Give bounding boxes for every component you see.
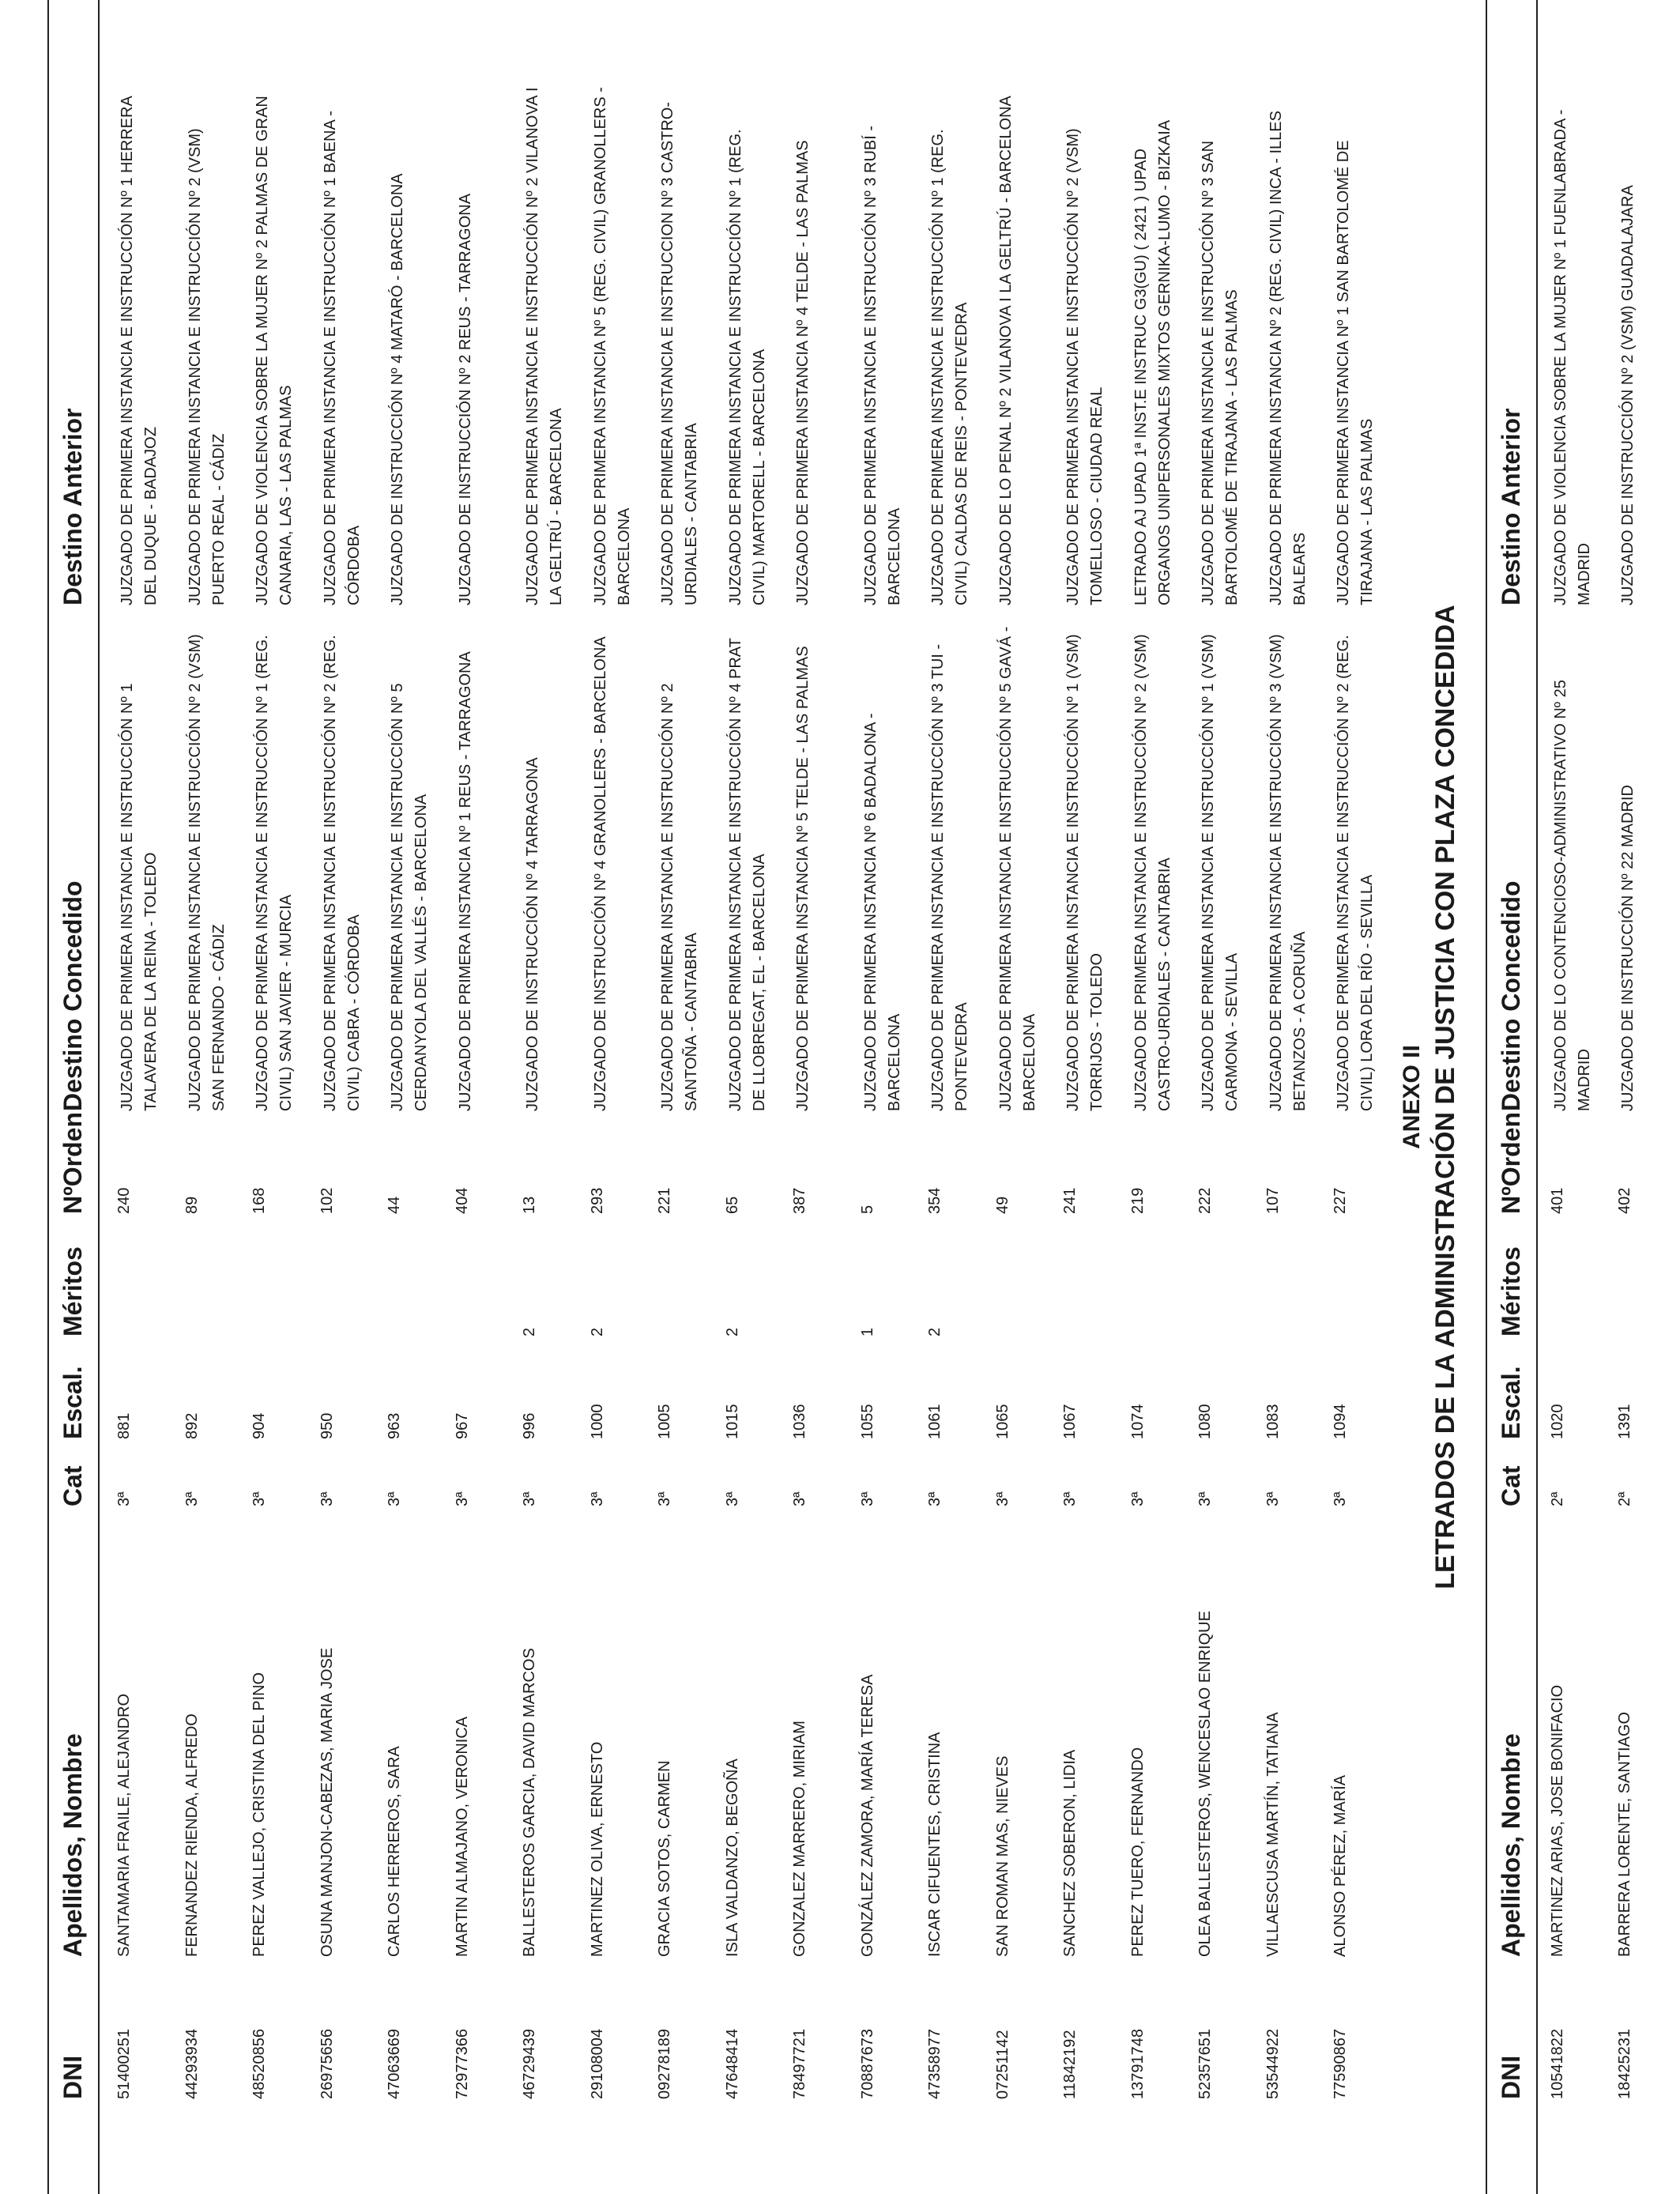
- table-row: [521, 0, 584, 2194]
- cell-meritos: 1: [858, 1327, 876, 1336]
- column-header-anterior: Destino Anterior: [1497, 408, 1525, 605]
- cell-nombre: SAN ROMAN MAS, NIEVES: [993, 1755, 1011, 1957]
- cell-cat: 3ª: [1196, 1491, 1214, 1506]
- column-header-orden: NºOrden: [58, 1111, 87, 1214]
- cell-concedido: JUZGADO DE PRIMERA INSTANCIA Nº 5 TELDE - LAS PALMAS: [794, 646, 812, 1111]
- table-row: [724, 0, 787, 2194]
- cell-concedido: JUZGADO DE PRIMERA INSTANCIA E INSTRUCCIÓN Nº 3 (VSM) BETANZOS - A CORUÑA: [1267, 634, 1309, 1111]
- cell-escal: 1067: [1061, 1404, 1079, 1439]
- cell-orden: 227: [1332, 1187, 1349, 1214]
- cell-anterior: JUZGADO DE PRIMERA INSTANCIA E INSTRUCCIÓN Nº 1 HERRERA DEL DUQUE - BADAJOZ: [119, 96, 160, 605]
- cell-escal: 1000: [588, 1404, 606, 1439]
- cell-dni: 72977366: [453, 2029, 471, 2099]
- cell-cat: 3ª: [386, 1491, 403, 1506]
- table-row: [1616, 0, 1679, 2194]
- cell-escal: 950: [318, 1412, 336, 1439]
- cell-nombre: FERNANDEZ RIENDA, ALFREDO: [183, 1713, 201, 1957]
- cell-dni: 18425231: [1616, 2029, 1633, 2099]
- cell-anterior: JUZGADO DE PRIMERA INSTANCIA E INSTRUCCIÓN Nº 1 (REG. CIVIL) CALDAS DE REIS - PONTEVEDRA: [929, 129, 970, 605]
- column-header-meritos: Méritos: [58, 1246, 87, 1336]
- cell-dni: 13791748: [1128, 2029, 1147, 2099]
- cell-meritos: 2: [926, 1327, 944, 1336]
- cell-nombre: VILLAESCUSA MARTÍN, TATIANA: [1264, 1712, 1282, 1957]
- cell-nombre: GONZALEZ MARRERO, MIRIAM: [791, 1721, 808, 1957]
- cell-nombre: MARTINEZ OLIVA, ERNESTO: [588, 1741, 606, 1957]
- cell-orden: 65: [723, 1196, 741, 1214]
- cell-cat: 3ª: [858, 1491, 876, 1506]
- cell-dni: 78497721: [791, 2029, 808, 2099]
- table-row: [183, 0, 247, 2194]
- table-row: [859, 0, 922, 2194]
- cell-cat: 3ª: [993, 1491, 1011, 1506]
- cell-anterior: JUZGADO DE PRIMERA INSTANCIA E INSTRUCCIÓN Nº 1 BAENA - CÓRDOBA: [321, 111, 363, 605]
- cell-concedido: JUZGADO DE PRIMERA INSTANCIA E INSTRUCCIÓN Nº 2 (REG. CIVIL) CABRA - CÓRDOBA: [321, 635, 363, 1111]
- table-row: [1196, 0, 1260, 2194]
- table-row: [454, 0, 517, 2194]
- cell-nombre: BALLESTEROS GARCIA, DAVID MARCOS: [521, 1648, 538, 1957]
- cell-concedido: JUZGADO DE LO CONTENCIOSO-ADMINISTRATIVO Nº 25 MADRID: [1552, 680, 1593, 1111]
- cell-cat: 3ª: [723, 1491, 741, 1506]
- cell-nombre: MARTIN ALMAJANO, VERONICA: [453, 1716, 471, 1957]
- column-header-cat: Cat: [1497, 1465, 1525, 1506]
- cell-nombre: PEREZ VALLEJO, CRISTINA DEL PINO: [250, 1672, 268, 1957]
- cell-cat: 2ª: [1549, 1491, 1566, 1506]
- cell-escal: 1061: [926, 1404, 944, 1439]
- cell-cat: 3ª: [588, 1491, 606, 1506]
- cell-anterior: JUZGADO DE PRIMERA INSTANCIA E INSTRUCCION Nº 3 CASTRO-URDIALES - CANTABRIA: [659, 101, 700, 605]
- cell-escal: 1005: [656, 1404, 673, 1439]
- column-header-cat: Cat: [58, 1465, 87, 1506]
- cell-cat: 3ª: [1264, 1491, 1282, 1506]
- cell-meritos: 2: [521, 1327, 538, 1336]
- cell-escal: 967: [453, 1412, 471, 1439]
- cell-dni: 29108004: [588, 2029, 606, 2099]
- table-row: [1332, 0, 1395, 2194]
- cell-cat: 3ª: [183, 1491, 201, 1506]
- cell-escal: 892: [183, 1412, 201, 1439]
- cell-cat: 3ª: [521, 1491, 538, 1506]
- cell-escal: 904: [250, 1412, 268, 1439]
- cell-cat: 3ª: [1061, 1491, 1079, 1506]
- cell-escal: 1015: [723, 1404, 741, 1439]
- table-row: [386, 0, 449, 2194]
- cell-meritos: 2: [723, 1327, 741, 1336]
- cell-orden: 44: [386, 1196, 403, 1214]
- cell-nombre: OLEA BALLESTEROS, WENCESLAO ENRIQUE: [1196, 1611, 1214, 1957]
- cell-concedido: JUZGADO DE PRIMERA INSTANCIA E INSTRUCCIÓN Nº 2 (REG. CIVIL) LORA DEL RÍO - SEVILLA: [1335, 635, 1376, 1111]
- column-header-anterior: Destino Anterior: [58, 408, 87, 605]
- cell-dni: 70887673: [858, 2029, 876, 2099]
- cell-concedido: JUZGADO DE INSTRUCCIÓN Nº 22 MADRID: [1619, 785, 1637, 1111]
- cell-cat: 3ª: [115, 1491, 133, 1506]
- cell-concedido: JUZGADO DE PRIMERA INSTANCIA E INSTRUCCIÓN Nº 2 SANTOÑA - CANTABRIA: [659, 683, 700, 1111]
- cell-escal: 1020: [1549, 1404, 1566, 1439]
- cell-escal: 996: [521, 1412, 538, 1439]
- cell-nombre: ISCAR CIFUENTES, CRISTINA: [926, 1732, 944, 1957]
- annex-ii-title: ANEXO II: [1399, 1045, 1425, 1149]
- cell-anterior: JUZGADO DE VIOLENCIA SOBRE LA MUJER Nº 1 FUENLABRADA - MADRID: [1552, 109, 1593, 605]
- cell-orden: 13: [521, 1196, 538, 1214]
- cell-concedido: JUZGADO DE PRIMERA INSTANCIA E INSTRUCCIÓN Nº 5 GAVÁ - BARCELONA: [996, 626, 1038, 1111]
- cell-orden: 168: [250, 1187, 268, 1214]
- cell-dni: 07251142: [993, 2030, 1011, 2099]
- cell-concedido: JUZGADO DE PRIMERA INSTANCIA E INSTRUCCIÓN Nº 2 (VSM) SAN FERNANDO - CÁDIZ: [186, 634, 228, 1111]
- cell-concedido: JUZGADO DE PRIMERA INSTANCIA E INSTRUCCIÓN Nº 3 TUI - PONTEVEDRA: [929, 643, 970, 1111]
- cell-anterior: JUZGADO DE INSTRUCCIÓN Nº 4 MATARÓ - BARCELONA: [389, 173, 406, 605]
- table-row: [1549, 0, 1612, 2194]
- column-header-dni: DNI: [58, 2055, 87, 2099]
- cell-nombre: SANTAMARIA FRAILE, ALEJANDRO: [115, 1693, 133, 1957]
- cell-orden: 49: [993, 1196, 1011, 1214]
- cell-meritos: 2: [588, 1327, 606, 1336]
- cell-cat: 2ª: [1616, 1491, 1633, 1506]
- cell-anterior: JUZGADO DE PRIMERA INSTANCIA Nº 5 (REG. CIVIL) GRANOLLERS - BARCELONA: [591, 87, 633, 605]
- cell-orden: 402: [1616, 1187, 1633, 1214]
- cell-concedido: JUZGADO DE PRIMERA INSTANCIA E INSTRUCCIÓN Nº 5 CERDANYOLA DEL VALLÉS - BARCELONA: [389, 683, 430, 1111]
- cell-orden: 89: [183, 1196, 201, 1214]
- column-header-escal: Escal.: [58, 1366, 87, 1439]
- cell-orden: 293: [588, 1187, 606, 1214]
- annex-ii-subtitle: LETRADOS DE LA ADMINISTRACIÓN DE JUSTICIA CON PLAZA CONCEDIDA: [1430, 605, 1460, 1589]
- cell-anterior: JUZGADO DE PRIMERA INSTANCIA E INSTRUCCIÓN Nº 2 (VSM) PUERTO REAL - CÁDIZ: [186, 128, 228, 605]
- table-row: [1061, 0, 1124, 2194]
- cell-escal: 881: [115, 1412, 133, 1439]
- cell-nombre: ALONSO PÉREZ, MARÍA: [1332, 1774, 1349, 1957]
- cell-cat: 3ª: [318, 1491, 336, 1506]
- cell-dni: 11842192: [1061, 2030, 1079, 2099]
- cell-concedido: JUZGADO DE PRIMERA INSTANCIA E INSTRUCCIÓN Nº 2 (VSM) CASTRO-URDIALES - CANTABRIA: [1132, 634, 1173, 1111]
- cell-concedido: JUZGADO DE PRIMERA INSTANCIA E INSTRUCCIÓN Nº 1 (VSM) CARMONA - SEVILLA: [1200, 634, 1241, 1111]
- cell-cat: 3ª: [791, 1491, 808, 1506]
- cell-dni: 26975656: [318, 2029, 336, 2099]
- table-row: [791, 0, 854, 2194]
- cell-orden: 241: [1061, 1187, 1079, 1214]
- table-header: [1486, 0, 1538, 2194]
- cell-anterior: JUZGADO DE PRIMERA INSTANCIA E INSTRUCCIÓN Nº 2 VILANOVA I LA GELTRÚ - BARCELONA: [524, 87, 565, 605]
- cell-nombre: MARTINEZ ARIAS, JOSE BONIFACIO: [1549, 1684, 1566, 1957]
- cell-escal: 1074: [1128, 1404, 1147, 1439]
- cell-dni: 47063669: [386, 2029, 403, 2099]
- cell-orden: 240: [115, 1187, 133, 1214]
- table-top-rule: [47, 0, 49, 2194]
- cell-dni: 44293934: [183, 2029, 201, 2099]
- cell-nombre: PEREZ TUERO, FERNANDO: [1128, 1747, 1147, 1957]
- cell-escal: 1065: [993, 1404, 1011, 1439]
- table-row: [926, 0, 989, 2194]
- column-header-concedido: Destino Concedido: [58, 880, 87, 1111]
- cell-escal: 1094: [1332, 1404, 1349, 1439]
- cell-cat: 3ª: [250, 1491, 268, 1506]
- cell-orden: 221: [656, 1187, 673, 1214]
- cell-anterior: JUZGADO DE PRIMERA INSTANCIA E INSTRUCCIÓN Nº 3 SAN BARTOLOMÉ DE TIRAJANA - LAS PALMAS: [1200, 140, 1241, 605]
- cell-escal: 1391: [1616, 1404, 1633, 1439]
- cell-dni: 09278189: [656, 2029, 673, 2099]
- column-header-nombre: Apellidos, Nombre: [58, 1733, 87, 1957]
- column-header-dni: DNI: [1497, 2055, 1525, 2099]
- table-header: [47, 0, 100, 2194]
- cell-escal: 1055: [858, 1404, 876, 1439]
- cell-orden: 404: [453, 1187, 471, 1214]
- cell-anterior: JUZGADO DE INSTRUCCIÓN Nº 2 (VSM) GUADALAJARA: [1619, 185, 1637, 605]
- column-header-meritos: Méritos: [1497, 1246, 1525, 1336]
- cell-orden: 102: [318, 1187, 336, 1214]
- cell-concedido: JUZGADO DE PRIMERA INSTANCIA E INSTRUCCIÓN Nº 4 PRAT DE LLOBREGAT, EL - BARCELONA: [726, 638, 768, 1111]
- cell-anterior: LETRADO AJ UPAD 1ª INST.E INSTRUC G3(GU) ( 2421 ) UPAD ORGANOS UNIPERSONALES MIXTOS GERNIKA-LUMO - BIZKAIA: [1132, 119, 1173, 605]
- cell-concedido: JUZGADO DE PRIMERA INSTANCIA E INSTRUCCIÓN Nº 1 (VSM) TORRIJOS - TOLEDO: [1064, 634, 1106, 1111]
- cell-orden: 354: [926, 1187, 944, 1214]
- cell-dni: 46729439: [521, 2029, 538, 2099]
- cell-dni: 53544922: [1264, 2029, 1282, 2099]
- cell-cat: 3ª: [926, 1491, 944, 1506]
- cell-nombre: GRACIA SOTOS, CARMEN: [656, 1760, 673, 1957]
- cell-nombre: BARRERA LORENTE, SANTIAGO: [1616, 1711, 1633, 1957]
- cell-concedido: JUZGADO DE PRIMERA INSTANCIA E INSTRUCCIÓN Nº 1 (REG. CIVIL) SAN JAVIER - MURCIA: [254, 635, 295, 1111]
- table-row: [994, 0, 1057, 2194]
- cell-anterior: JUZGADO DE PRIMERA INSTANCIA E INSTRUCCIÓN Nº 1 (REG. CIVIL) MARTORELL - BARCELONA: [726, 129, 768, 605]
- cell-orden: 5: [858, 1204, 876, 1214]
- table-row: [589, 0, 652, 2194]
- cell-concedido: JUZGADO DE PRIMERA INSTANCIA E INSTRUCCIÓN Nº 1 TALAVERA DE LA REINA - TOLEDO: [119, 683, 160, 1111]
- cell-nombre: ISLA VALDANZO, BEGOÑA: [723, 1759, 741, 1957]
- cell-dni: 48520856: [250, 2029, 268, 2099]
- cell-orden: 222: [1196, 1187, 1214, 1214]
- cell-cat: 3ª: [1332, 1491, 1349, 1506]
- cell-cat: 3ª: [656, 1491, 673, 1506]
- cell-orden: 401: [1549, 1187, 1566, 1214]
- cell-concedido: JUZGADO DE INSTRUCCIÓN Nº 4 GRANOLLERS - BARCELONA: [591, 636, 609, 1111]
- table-top-rule: [1486, 0, 1487, 2194]
- cell-anterior: JUZGADO DE PRIMERA INSTANCIA Nº 2 (REG. CIVIL) INCA - ILLES BALEARS: [1267, 111, 1309, 605]
- table-row: [250, 0, 314, 2194]
- cell-cat: 3ª: [453, 1491, 471, 1506]
- cell-anterior: JUZGADO DE VIOLENCIA SOBRE LA MUJER Nº 2 PALMAS DE GRAN CANARIA, LAS - LAS PALMAS: [254, 96, 295, 605]
- cell-orden: 107: [1264, 1187, 1282, 1214]
- column-header-nombre: Apellidos, Nombre: [1497, 1733, 1525, 1957]
- cell-dni: 47648414: [723, 2029, 741, 2099]
- table-row: [1264, 0, 1328, 2194]
- column-header-escal: Escal.: [1497, 1366, 1525, 1439]
- cell-anterior: JUZGADO DE PRIMERA INSTANCIA Nº 1 SAN BARTOLOMÉ DE TIRAJANA - LAS PALMAS: [1335, 140, 1376, 605]
- table-row: [318, 0, 382, 2194]
- cell-escal: 963: [386, 1412, 403, 1439]
- cell-anterior: JUZGADO DE INSTRUCCIÓN Nº 2 REUS - TARRAGONA: [456, 193, 474, 605]
- cell-orden: 219: [1128, 1187, 1147, 1214]
- cell-dni: 77590867: [1332, 2029, 1349, 2099]
- cell-cat: 3ª: [1128, 1491, 1147, 1506]
- table-row: [656, 0, 719, 2194]
- table-row: [115, 0, 179, 2194]
- cell-concedido: JUZGADO DE INSTRUCCIÓN Nº 4 TARRAGONA: [524, 757, 541, 1111]
- table-row: [1129, 0, 1192, 2194]
- cell-nombre: SANCHEZ SOBERON, LIDIA: [1061, 1749, 1079, 1957]
- cell-anterior: JUZGADO DE PRIMERA INSTANCIA Nº 4 TELDE - LAS PALMAS: [794, 140, 812, 605]
- cell-dni: 10541822: [1549, 2029, 1566, 2099]
- cell-escal: 1083: [1264, 1404, 1282, 1439]
- cell-dni: 52357651: [1196, 2029, 1214, 2099]
- cell-anterior: JUZGADO DE PRIMERA INSTANCIA E INSTRUCCIÓN Nº 3 RUBÍ - BARCELONA: [861, 125, 903, 605]
- cell-dni: 47358977: [926, 2029, 944, 2099]
- column-header-concedido: Destino Concedido: [1497, 880, 1525, 1111]
- cell-escal: 1080: [1196, 1404, 1214, 1439]
- cell-orden: 387: [791, 1187, 808, 1214]
- cell-nombre: OSUNA MANJON-CABEZAS, MARIA JOSE: [318, 1647, 336, 1957]
- cell-escal: 1036: [791, 1404, 808, 1439]
- cell-concedido: JUZGADO DE PRIMERA INSTANCIA Nº 1 REUS - TARRAGONA: [456, 651, 474, 1111]
- cell-nombre: GONZÁLEZ ZAMORA, MARÍA TERESA: [858, 1674, 876, 1957]
- cell-anterior: JUZGADO DE LO PENAL Nº 2 VILANOVA I LA GELTRÚ - BARCELONA: [996, 96, 1015, 605]
- cell-nombre: CARLOS HERREROS, SARA: [386, 1746, 403, 1957]
- cell-anterior: JUZGADO DE PRIMERA INSTANCIA E INSTRUCCIÓN Nº 2 (VSM) TOMELLOSO - CIUDAD REAL: [1064, 128, 1106, 605]
- cell-dni: 51400251: [115, 2029, 133, 2099]
- column-header-orden: NºOrden: [1497, 1111, 1525, 1214]
- cell-concedido: JUZGADO DE PRIMERA INSTANCIA Nº 6 BADALONA - BARCELONA: [861, 713, 903, 1111]
